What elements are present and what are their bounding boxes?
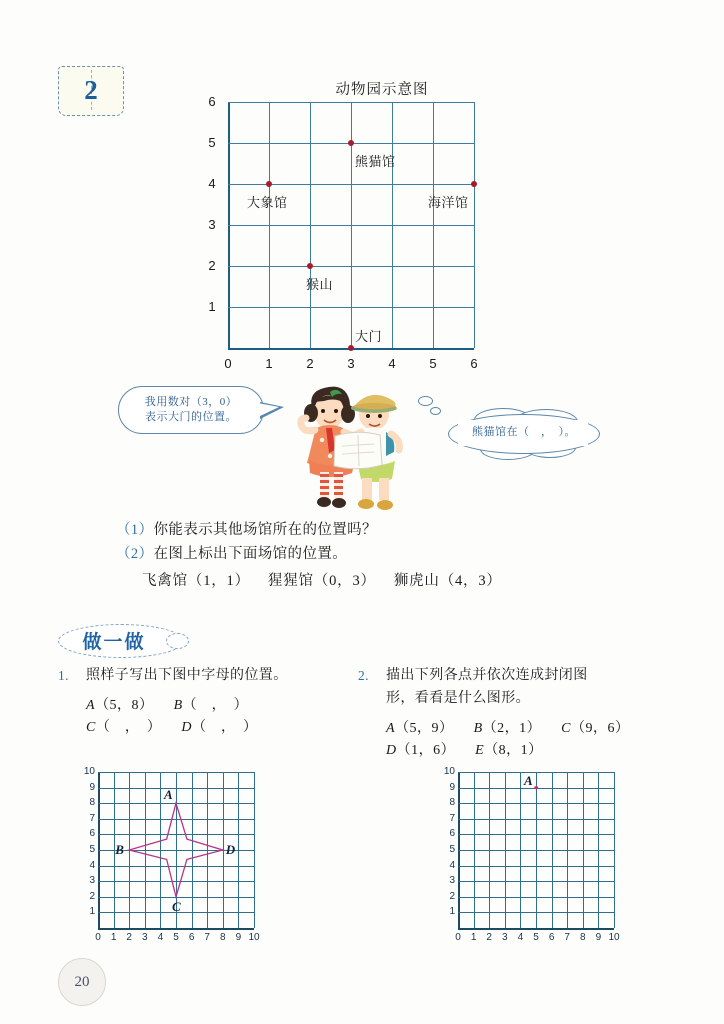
map-point-label: 猴山 — [306, 277, 334, 292]
coordinate-row — [86, 695, 348, 717]
coordinate-value: （8，1） — [484, 743, 543, 758]
grid-plot-area — [458, 772, 614, 928]
y-axis-tick-label: 10 — [83, 766, 95, 777]
coordinate-row — [386, 740, 648, 762]
page-number-label: 20 — [74, 973, 90, 990]
exercise-2-number: 2. — [358, 668, 369, 683]
question-item — [116, 542, 596, 566]
x-axis-tick-label: 7 — [564, 932, 570, 943]
x-axis-tick-label: 5 — [429, 356, 437, 371]
x-axis-tick-label: 9 — [595, 932, 602, 943]
thought-bubble-trail-icon — [430, 407, 441, 415]
y-axis-tick-label: 2 — [89, 890, 95, 902]
grid-line-vertical — [474, 102, 475, 348]
venue-coordinate-list — [142, 568, 596, 594]
y-axis-tick-label: 3 — [89, 875, 95, 887]
coordinate-value: （ ， ） — [95, 720, 162, 735]
coordinate-value: （5，9） — [395, 721, 454, 736]
children-with-map-illustration — [278, 368, 420, 514]
question-item — [116, 518, 596, 542]
x-axis-tick-label: 3 — [502, 932, 508, 943]
coordinate-value: （1，6） — [396, 743, 456, 758]
question-text: 在图上标出下面场馆的位置。 — [153, 546, 348, 562]
coordinate-value: （ ， ） — [191, 720, 258, 735]
x-axis-tick-label: 1 — [110, 932, 117, 943]
venue-item: 狮虎山（4，3） — [393, 573, 502, 589]
grid-line-horizontal — [228, 266, 474, 267]
y-axis-tick-label: 10 — [443, 766, 455, 777]
coordinate-value: （ ， ） — [182, 698, 249, 713]
grid-line-vertical — [433, 102, 434, 348]
coordinate-item — [174, 695, 249, 717]
x-axis-tick-label: 10 — [608, 932, 620, 943]
y-axis-tick-label: 1 — [449, 906, 455, 918]
practice-header-label: 做一做 — [82, 631, 146, 653]
exercise-2-coordinates — [386, 718, 648, 762]
exercise-1-grid — [76, 768, 260, 948]
y-axis-tick-label: 6 — [449, 828, 455, 840]
exercise-1 — [58, 664, 348, 739]
coordinate-value: （2，1） — [482, 721, 542, 736]
grid-line-vertical — [567, 772, 568, 928]
grid-line-horizontal — [458, 912, 614, 913]
map-point-label: 大象馆 — [247, 195, 288, 210]
venue-item: 猩猩馆（0，3） — [267, 573, 376, 589]
x-axis-tick-label: 8 — [580, 932, 586, 943]
coordinate-name: E — [475, 743, 485, 758]
speech-bubble-text — [118, 386, 264, 434]
x-axis-tick-label: 1 — [265, 356, 273, 371]
zoo-map-figure — [204, 78, 524, 371]
x-axis-tick-label: 2 — [306, 356, 314, 371]
coordinate-name: D — [181, 720, 192, 735]
speech-bubble-line-1: 我用数对（3，0） — [144, 396, 238, 408]
grid-line-horizontal — [458, 928, 614, 930]
thought-bubble-text: 熊猫馆在（ ， ）。 — [472, 426, 576, 438]
speech-bubble-line-2: 表示大门的位置。 — [145, 411, 237, 423]
x-axis-tick-label: 3 — [347, 356, 355, 371]
coordinate-name: C — [561, 721, 571, 736]
y-axis-tick-label: 9 — [449, 781, 455, 793]
x-axis-tick-label: 10 — [248, 932, 260, 943]
question-text: 你能表示其他场馆所在的位置吗？ — [153, 522, 377, 538]
y-axis-tick-label: 1 — [208, 299, 216, 314]
grid-line-horizontal — [458, 897, 614, 898]
coordinate-item — [561, 718, 629, 740]
grid-line-horizontal — [228, 307, 474, 308]
y-axis-tick-label: 8 — [449, 797, 455, 809]
y-axis-tick-label: 3 — [449, 875, 455, 887]
grid-line-vertical — [598, 772, 599, 928]
x-axis-tick-label: 6 — [548, 932, 555, 943]
grid-line-vertical — [392, 102, 393, 348]
x-axis-tick-label: 0 — [455, 932, 461, 943]
grid-line-vertical — [254, 772, 255, 928]
thought-bubble-trail-icon — [418, 396, 433, 406]
y-axis-tick-label: 1 — [89, 906, 95, 918]
y-axis-tick-label: 3 — [208, 217, 216, 232]
map-point-marker — [348, 140, 354, 146]
coordinate-item — [386, 718, 454, 740]
x-axis-tick-label: 2 — [126, 932, 132, 943]
coordinate-name: D — [386, 743, 397, 758]
coordinate-name: B — [173, 698, 183, 713]
x-axis-tick-label: 5 — [173, 932, 179, 943]
x-axis-tick-label: 6 — [470, 356, 478, 371]
x-axis-tick-label: 7 — [204, 932, 210, 943]
y-axis-tick-label: 7 — [89, 812, 95, 824]
coordinate-name: A — [86, 698, 96, 713]
coordinate-value: （5，8） — [95, 698, 154, 713]
x-axis-tick-label: 9 — [235, 932, 242, 943]
section-number-badge — [58, 66, 124, 116]
x-axis-tick-label: 1 — [470, 932, 477, 943]
exercise-1-heading — [58, 664, 348, 687]
y-axis-tick-label: 5 — [89, 844, 95, 855]
exercise-1-coordinates — [86, 695, 348, 739]
map-point-marker — [307, 263, 313, 269]
grid-line-horizontal — [228, 225, 474, 226]
y-axis-tick-label: 5 — [449, 844, 455, 855]
coordinate-item — [386, 740, 455, 762]
y-axis-tick-label: 4 — [449, 859, 455, 871]
coordinate-item — [86, 717, 161, 739]
grid-point-marker — [534, 786, 538, 790]
practice-section-header — [58, 624, 182, 658]
question-number: （2） — [116, 546, 154, 562]
map-point-label: 熊猫馆 — [355, 154, 396, 169]
exercise-1-number: 1. — [58, 668, 69, 683]
x-axis-tick-label: 4 — [388, 356, 396, 371]
grid-line-vertical — [583, 772, 584, 928]
grid-line-horizontal — [458, 850, 614, 851]
grid-point-label: A — [524, 772, 533, 788]
y-axis-tick-label: 2 — [208, 258, 216, 273]
y-axis-tick-label: 4 — [89, 859, 95, 871]
map-point-label: 大门 — [355, 329, 383, 344]
zoo-coordinate-grid — [208, 94, 478, 371]
coordinate-item — [474, 718, 542, 740]
map-point-marker — [471, 181, 477, 187]
y-axis-tick-label: 2 — [449, 890, 455, 902]
x-axis-tick-label: 5 — [533, 932, 539, 943]
grid-point-label: B — [115, 842, 124, 857]
map-point-marker — [348, 345, 354, 351]
map-point-marker — [266, 181, 272, 187]
y-axis-tick-label: 5 — [208, 135, 216, 150]
thought-bubble-boy — [440, 408, 600, 460]
zoo-map-title: 动物园示意图 — [335, 82, 429, 98]
coordinate-name: A — [386, 721, 396, 736]
coordinate-value: （9，6） — [570, 721, 630, 736]
coordinate-name: C — [86, 720, 96, 735]
grid-line-vertical — [552, 772, 553, 928]
venue-item: 飞禽馆（1，1） — [142, 573, 250, 589]
coordinate-row — [386, 718, 648, 740]
exercise-2-grid — [436, 768, 620, 948]
y-axis-tick-label: 7 — [449, 812, 455, 824]
x-axis-tick-label: 6 — [188, 932, 195, 943]
y-axis-tick-label: 8 — [89, 797, 95, 809]
x-axis-tick-label: 2 — [486, 932, 492, 943]
grid-point-label: C — [172, 898, 181, 914]
y-axis-tick-label: 6 — [89, 828, 95, 840]
exercise-1-text: 照样子写出下图中字母的位置。 — [86, 668, 288, 683]
coordinate-name: B — [473, 721, 483, 736]
grid-line-vertical — [614, 772, 615, 928]
coordinate-item — [86, 695, 154, 717]
x-axis-tick-label: 0 — [224, 356, 232, 371]
x-axis-tick-label: 8 — [220, 932, 226, 943]
y-axis-tick-label: 9 — [89, 781, 95, 793]
x-axis-tick-label: 3 — [142, 932, 148, 943]
page-number-badge — [58, 958, 106, 1006]
coordinate-item — [181, 717, 257, 739]
question-number: （1） — [116, 522, 154, 538]
y-axis-tick-label: 4 — [208, 176, 216, 191]
grid-point-label: D — [225, 842, 236, 857]
section-number-label: 2 — [84, 74, 98, 105]
exercise-2-heading — [358, 664, 648, 710]
y-axis-tick-label: 6 — [208, 94, 216, 109]
x-axis-tick-label: 0 — [95, 932, 101, 943]
x-axis-tick-label: 4 — [157, 932, 164, 943]
grid-line-horizontal — [458, 881, 614, 882]
speech-bubble-girl — [118, 386, 264, 434]
coordinate-row — [86, 717, 348, 739]
grid-line-horizontal — [98, 928, 254, 930]
exercise-2-text: 描出下列各点并依次连成封闭图形，看看是什么图形。 — [386, 668, 588, 706]
exercise-2 — [358, 664, 648, 762]
grid-line-horizontal — [458, 866, 614, 867]
question-list — [116, 518, 596, 594]
x-axis-tick-label: 4 — [517, 932, 524, 943]
coordinate-item — [475, 740, 543, 762]
map-point-label: 海洋馆 — [428, 195, 469, 210]
grid-point-label: A — [164, 787, 173, 803]
